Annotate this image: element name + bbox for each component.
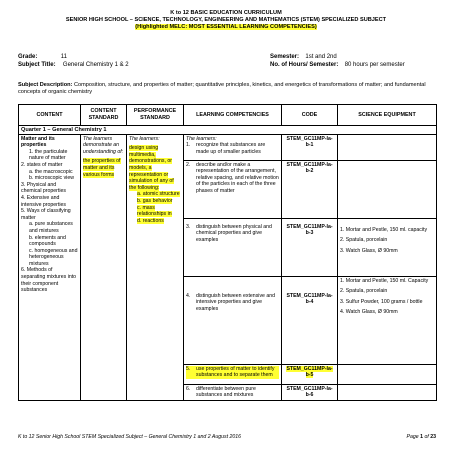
competency-text: distinguish between physical and chemical properties and give examples	[196, 223, 272, 243]
performance-item: a. atomic structure	[137, 191, 180, 198]
quarter-row	[19, 126, 437, 135]
equipment-cell	[338, 134, 437, 160]
header-line-1: K to 12 BASIC EDUCATION CURRICULUM	[170, 10, 282, 16]
content-item: b. microscopic view	[29, 175, 74, 182]
page-total: 23	[430, 434, 436, 440]
description-label: Subject Description:	[18, 82, 73, 88]
competency-number: 6.	[186, 385, 191, 392]
equipment-item: 1. Mortar and Pestle, 150 ml. Capacity	[340, 277, 429, 284]
competency-cell	[184, 134, 282, 160]
competency-number: 5.	[186, 366, 196, 379]
col-header-content-standard: CONTENT STANDARD	[81, 105, 127, 126]
competencies-intro: The learners:	[186, 135, 217, 142]
equipment-cell	[338, 364, 437, 384]
competency-number: 4.	[186, 292, 191, 299]
competency-number: 1.	[186, 142, 191, 149]
equipment-item: 3. Watch Glass, Ø 90mm	[340, 247, 398, 254]
equipment-cell	[338, 160, 437, 218]
col-header-learning-competencies: LEARNING COMPETENCIES	[184, 105, 282, 126]
performance-item: c. mass relationships in	[137, 204, 172, 218]
competency-number: 3.	[186, 223, 191, 230]
performance-standard-intro: The learners:	[129, 135, 160, 142]
equipment-item: 2. Spatula, porcelain	[340, 237, 388, 244]
content-standard-text: the properties of matter and its various forms	[83, 158, 121, 178]
content-title: Matter and its properties	[21, 135, 55, 149]
subject-label: Subject Title:	[18, 62, 56, 68]
footer-text: K to 12 Senior High School STEM Specialized Subject – General Chemistry 1 and 2 August 2016	[18, 434, 241, 440]
semester-label: Semester:	[270, 54, 300, 60]
competency-text: describe and/or make a representation of the arrangement, relative spacing, and relative motion of the particles in each of the three phases of matter	[196, 161, 279, 194]
header-line-3	[0, 24, 452, 31]
competency-text: recognize that substances are made up of smaller particles	[196, 142, 266, 155]
equipment-item: 3. Sulfur Powder, 100 grams / bottle	[340, 298, 423, 305]
content-item: 2. states of matter	[21, 161, 63, 168]
equipment-cell	[338, 276, 437, 364]
page-current: 1	[420, 434, 423, 440]
code-cell: STEM_GC11MP-Ia-b-2	[282, 160, 338, 218]
content-cell	[19, 134, 81, 400]
competency-text: differentiate between pure substances and mixtures	[196, 385, 256, 399]
hours-value: 80 hours per semester	[344, 62, 405, 68]
code-cell: STEM_GC11MP-Ia-b-6	[282, 384, 338, 400]
content-item: 6. Methods of separating mixtures into their component substances	[21, 267, 77, 294]
content-item: 4. Extensive and intensive properties	[21, 194, 66, 208]
col-header-content: CONTENT	[19, 105, 81, 126]
col-header-code: CODE	[282, 105, 338, 126]
content-standard-intro: The learners demonstrate an understanding of:	[83, 135, 124, 155]
curriculum-table	[18, 104, 437, 401]
grade-row	[18, 54, 67, 61]
code-cell: STEM_GC11MP-Ia-b-3	[282, 218, 338, 276]
content-item: 1. the particulate nature of matter	[29, 148, 68, 162]
table-row	[19, 134, 437, 160]
col-header-science-equipment: SCIENCE EQUIPMENT	[338, 105, 437, 126]
content-item: 3. Physical and chemical properties	[21, 181, 66, 195]
equipment-item: 4. Watch Glass, Ø 90mm	[340, 309, 398, 316]
description-text: Composition, structure, and properties of matter; quantitative principles, kinetics, and energetics of transformations of matter; and fundamental concepts of organic chemistry	[18, 82, 426, 95]
subject-row	[18, 62, 129, 69]
performance-item: b. gas behavior	[137, 197, 173, 204]
table-header-row	[19, 105, 437, 126]
content-item: a. the macroscopic	[29, 168, 73, 175]
page-label: Page	[406, 434, 419, 440]
content-standard-cell	[81, 134, 127, 400]
code-cell: STEM_GC11MP-Ia-b-1	[282, 134, 338, 160]
content-item: c. homogeneous and heterogeneous mixtures	[29, 247, 78, 267]
competency-text: distinguish between extensive and intensive properties and give examples	[196, 292, 276, 312]
hours-row	[270, 62, 405, 69]
subject-value: General Chemistry 1 & 2	[62, 62, 129, 68]
competency-cell	[184, 276, 282, 364]
performance-item: d. reactions	[137, 217, 164, 224]
page-of: of	[424, 434, 429, 440]
content-item: b. elements and compounds	[29, 234, 66, 248]
semester-row	[270, 54, 337, 61]
competency-number: 2.	[186, 161, 191, 168]
grade-value: 11	[60, 54, 67, 60]
content-item: 5. Ways of classifying matter	[21, 208, 71, 221]
competency-cell	[184, 160, 282, 218]
code-cell	[282, 364, 338, 384]
grade-label: Grade:	[18, 54, 38, 60]
competency-text: use properties of matter to identify substances and to separate them	[196, 366, 279, 379]
competency-cell	[184, 364, 282, 384]
col-header-performance-standard: PERFORMANCE STANDARD	[127, 105, 184, 126]
performance-standard-cell	[127, 134, 184, 400]
equipment-cell	[338, 218, 437, 276]
melc-note: (Highlighted MELC: MOST ESSENTIAL LEARNING COMPETENCIES)	[135, 24, 317, 30]
equipment-item: 1. Mortar and Pestle, 150 ml. capacity	[340, 226, 428, 233]
header-line-2: SENIOR HIGH SCHOOL – SCIENCE, TECHNOLOGY, ENGINEERING AND MATHEMATICS (STEM) SPECIALIZED SUBJECT	[65, 17, 387, 23]
quarter-title: Quarter 1 – General Chemistry 1	[19, 126, 437, 135]
subject-description	[18, 82, 436, 96]
performance-standard-text: design using multimedia, demonstrations, or models, a representation or simulation of any of the following:	[129, 145, 174, 191]
equipment-item: 2. Spatula, porcelain	[340, 288, 388, 295]
competency-cell	[184, 218, 282, 276]
semester-value: 1st and 2nd	[305, 54, 337, 60]
page-number	[407, 434, 436, 440]
content-item: a. pure substances and mixtures	[29, 221, 73, 234]
code-cell: STEM_GC11MP-Ia-b-4	[282, 276, 338, 364]
hours-label: No. of Hours/ Semester:	[270, 62, 339, 68]
code-value: STEM_GC11MP-Ia-b-5	[286, 365, 333, 379]
competency-cell	[184, 384, 282, 400]
equipment-cell	[338, 384, 437, 400]
